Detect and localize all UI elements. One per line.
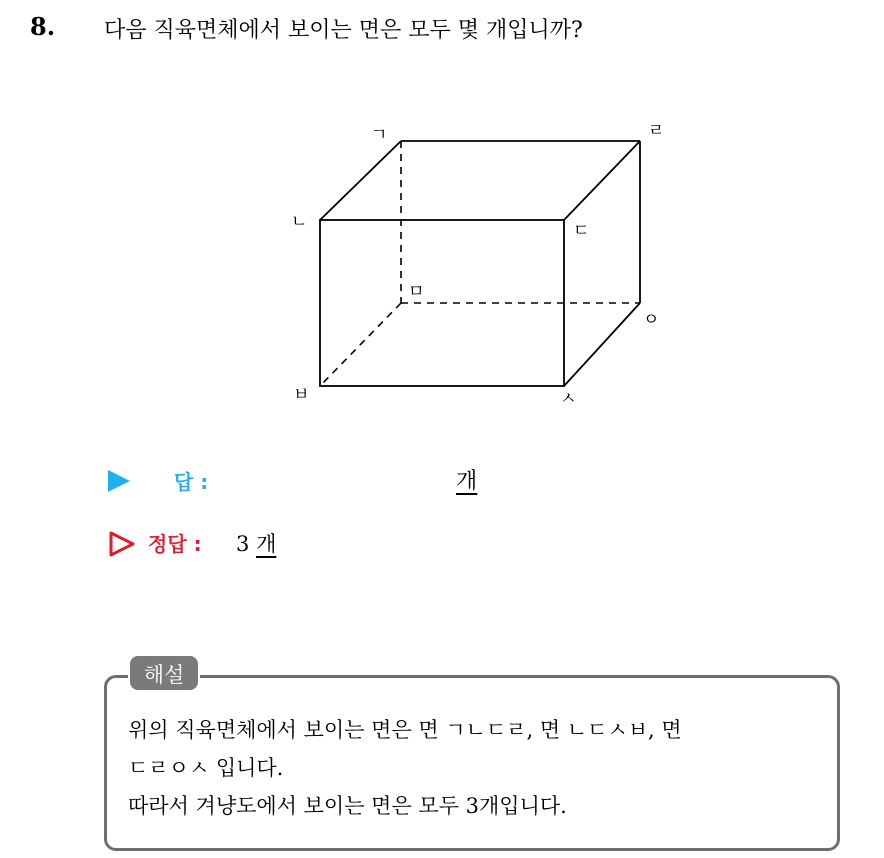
vertex-label-giyeok: ㄱ <box>371 125 388 145</box>
explanation-line: 위의 직육면체에서 보이는 면은 면 ㄱㄴㄷㄹ, 면 ㄴㄷㅅㅂ, 면 <box>128 718 682 742</box>
answer-unit: 개 <box>456 469 478 494</box>
explanation-tag: 해설 <box>128 654 200 692</box>
hidden-edge-mieum-bieup <box>320 303 401 386</box>
edge-nieun-giyeok <box>320 141 401 220</box>
vertex-label-bieup: ㅂ <box>293 385 310 405</box>
correct-answer-value <box>236 528 276 558</box>
vertex-label-ieung: ㅇ <box>643 310 660 330</box>
explanation-line: 따라서 겨냥도에서 보이는 면은 모두 3개입니다. <box>128 794 567 818</box>
answer-blank[interactable] <box>456 464 477 495</box>
vertex-label-siot: ㅅ <box>560 389 577 409</box>
explanation-line: ㄷㄹㅇㅅ 입니다. <box>128 756 284 780</box>
edge-ieung-siot <box>564 303 640 386</box>
question-text: 다음 직육면체에서 보이는 면은 모두 몇 개입니까? <box>104 18 583 43</box>
vertex-label-nieun: ㄴ <box>291 212 308 232</box>
vertex-label-rieul: ㄹ <box>648 121 665 141</box>
play-arrow-icon <box>108 470 130 492</box>
answer-label: 답 : <box>174 470 209 494</box>
correct-answer-number: 3 <box>236 532 250 556</box>
edge-digeut-rieul <box>564 141 640 220</box>
question-number: 8. <box>30 12 56 41</box>
correct-answer-label: 정답 : <box>148 532 202 556</box>
vertex-label-mieum: ㅁ <box>408 282 425 302</box>
correct-answer-unit: 개 <box>256 532 277 556</box>
outline-arrow-icon <box>108 530 136 558</box>
vertex-label-digeut: ㄷ <box>573 221 590 241</box>
